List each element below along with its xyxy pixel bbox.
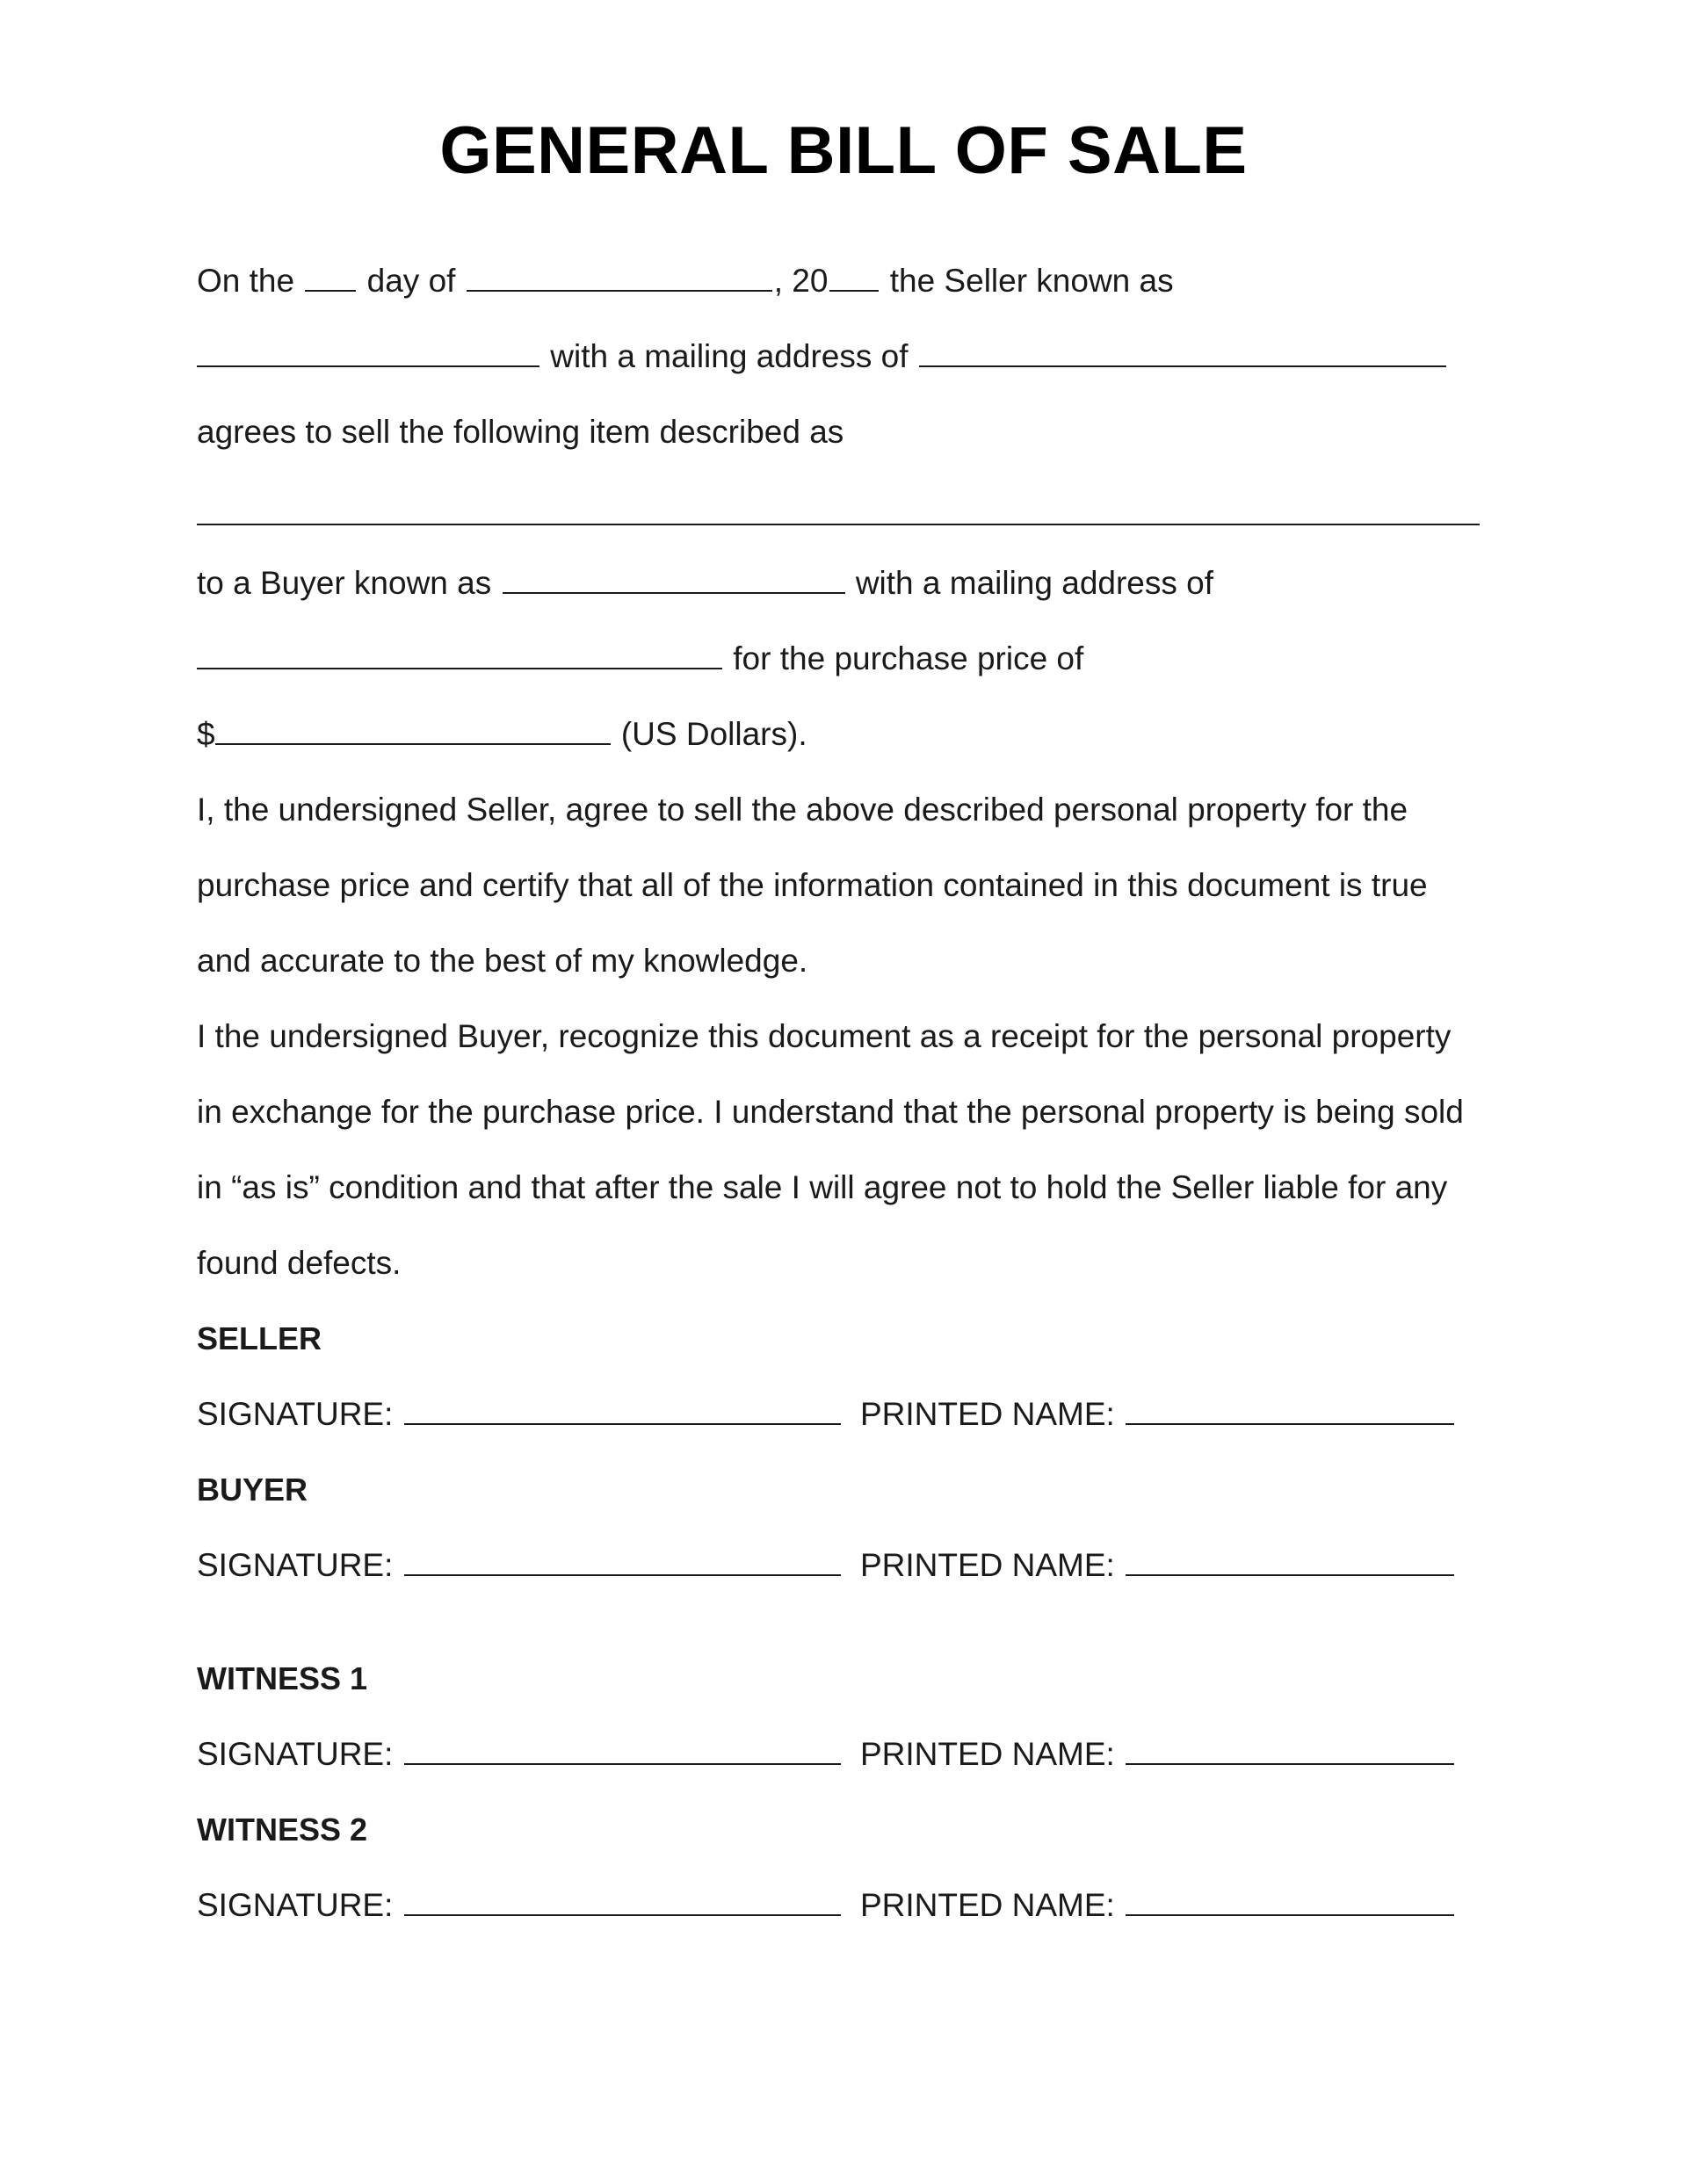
witness-1-signature-blank[interactable] — [404, 1737, 841, 1765]
witness-2-heading: WITNESS 2 — [197, 1812, 368, 1848]
seller-address-blank[interactable] — [919, 339, 1446, 367]
buyer-statement-line-2: in exchange for the purchase price. I understand that the personal property is being sold — [197, 1094, 1464, 1130]
on-the-text: On the — [197, 263, 295, 299]
year-prefix-text: , 20 — [773, 263, 829, 299]
date-seller-line — [197, 262, 1174, 300]
seller-signature-label: SIGNATURE: — [197, 1396, 394, 1432]
seller-address-line — [197, 337, 1448, 376]
year-blank[interactable] — [829, 264, 879, 292]
buyer-heading: BUYER — [197, 1472, 308, 1508]
price-line — [197, 715, 807, 754]
witness-1-printed-name-blank[interactable] — [1126, 1737, 1454, 1765]
buyer-signature-blank[interactable] — [404, 1548, 841, 1576]
buyer-mailing-text: with a mailing address of — [855, 565, 1214, 601]
witness-1-printed-name-label: PRINTED NAME: — [859, 1736, 1115, 1772]
seller-printed-name-blank[interactable] — [1126, 1397, 1454, 1425]
seller-mailing-text: with a mailing address of — [550, 338, 909, 374]
document-title: GENERAL BILL OF SALE — [439, 113, 1248, 188]
us-dollars-text: (US Dollars). — [620, 716, 807, 752]
seller-statement-line-1: I, the undersigned Seller, agree to sell the above described personal property for the — [197, 792, 1408, 828]
month-blank[interactable] — [467, 264, 772, 292]
day-of-text: day of — [366, 263, 456, 299]
buyer-name-blank[interactable] — [503, 566, 845, 594]
witness-2-signature-blank[interactable] — [404, 1888, 841, 1916]
buyer-statement-line-4: found defects. — [197, 1245, 402, 1281]
seller-name-blank[interactable] — [197, 339, 539, 367]
agrees-text: agrees to sell the following item described as — [197, 414, 844, 450]
buyer-signature-row — [197, 1546, 1456, 1585]
seller-heading: SELLER — [197, 1320, 322, 1356]
seller-statement-line-2: purchase price and certify that all of the information contained in this document is true — [197, 867, 1428, 903]
witness-1-heading: WITNESS 1 — [197, 1660, 368, 1696]
buyer-address-line — [197, 640, 1083, 678]
witness-2-printed-name-blank[interactable] — [1126, 1888, 1454, 1916]
buyer-known-as-text: to a Buyer known as — [197, 565, 492, 601]
buyer-signature-label: SIGNATURE: — [197, 1547, 394, 1583]
seller-statement-line-3: and accurate to the best of my knowledge. — [197, 943, 808, 979]
buyer-address-blank[interactable] — [197, 641, 722, 669]
price-blank[interactable] — [215, 717, 611, 745]
witness-2-signature-label: SIGNATURE: — [197, 1887, 394, 1923]
dollar-sign: $ — [197, 716, 215, 752]
witness-1-signature-label: SIGNATURE: — [197, 1736, 394, 1772]
buyer-printed-name-blank[interactable] — [1126, 1548, 1454, 1576]
witness-1-signature-row — [197, 1735, 1456, 1774]
witness-2-printed-name-label: PRINTED NAME: — [859, 1887, 1115, 1923]
buyer-statement-line-1: I the undersigned Buyer, recognize this document as a receipt for the personal property — [197, 1018, 1452, 1054]
buyer-line — [197, 564, 1213, 603]
seller-printed-name-label: PRINTED NAME: — [859, 1396, 1115, 1432]
buyer-printed-name-label: PRINTED NAME: — [859, 1547, 1115, 1583]
seller-signature-row — [197, 1395, 1456, 1434]
day-blank[interactable] — [305, 264, 356, 292]
witness-2-signature-row — [197, 1886, 1456, 1925]
item-description-blank[interactable] — [197, 524, 1480, 525]
item-description-line — [197, 413, 844, 452]
purchase-price-text: for the purchase price of — [733, 640, 1084, 676]
buyer-statement-line-3: in “as is” condition and that after the sale I will agree not to hold the Seller liable for any — [197, 1169, 1448, 1205]
seller-signature-blank[interactable] — [404, 1397, 841, 1425]
seller-known-as-text: the Seller known as — [889, 263, 1174, 299]
